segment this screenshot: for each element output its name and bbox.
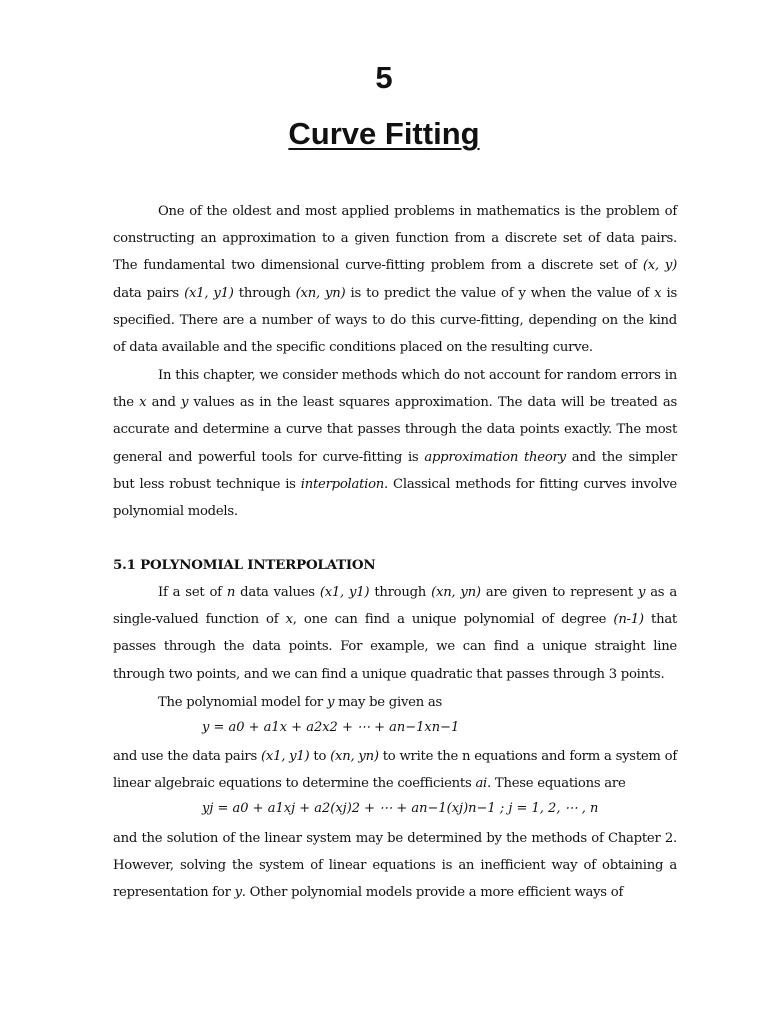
text-run: . These equations are: [487, 776, 626, 792]
text-run: to: [309, 749, 331, 764]
math-term: y: [326, 695, 335, 710]
math-term: (x1, y1): [184, 285, 234, 301]
chapter-title-text: Curve Fitting: [288, 116, 480, 151]
chapter-title: [0, 112, 768, 156]
paragraph-chapter-scope: [113, 362, 677, 525]
paragraph-polynomial-model: [113, 689, 677, 716]
text-run: . Other polynomial models provide a more efficient ways of: [241, 885, 624, 901]
text-run: and the solution of the linear system may be determined by the methods of Chapter 2. However, solving the system of linear equations is an inefficient way of obtaining a representation for: [113, 831, 677, 901]
section-heading: 5.1 POLYNOMIAL INTERPOLATION: [113, 557, 376, 573]
math-term: (xn, yn): [330, 749, 379, 764]
paragraph-intro: [113, 198, 677, 361]
math-term: x: [654, 285, 662, 301]
text-run: One of the oldest and most applied problems in mathematics is the problem of constructing an approximation to a given function from a discrete set of data pairs. The fundamental two dimensional curve-fitting problem from a discrete set of: [113, 204, 677, 274]
text-run: to write the n equations and form a system of linear algebraic equations to determine the coefficients: [113, 749, 678, 792]
paragraph-solution: [113, 825, 677, 907]
text-run: and the simpler but less robust technique is: [113, 449, 677, 492]
text-run: The polynomial model for: [158, 695, 327, 710]
math-term: y: [637, 585, 646, 600]
paragraph-interpolation: [113, 579, 677, 688]
text-run: as a single-valued function of: [113, 585, 677, 628]
text-run: . Classical methods for fitting curves involve polynomial models.: [113, 476, 677, 520]
emphasis-term: approximation theory: [424, 449, 566, 465]
text-run: In this chapter, we consider methods which do not account for random errors in the: [113, 368, 677, 411]
math-term: n: [226, 585, 236, 600]
math-term: y: [180, 395, 189, 411]
math-term: y: [234, 885, 242, 901]
equation-polynomial-model: y = a0 + a1x + a2x2 + ⋯ + an−1xn−1: [202, 720, 460, 735]
math-term: ai: [475, 776, 488, 792]
text-run: If a set of: [158, 585, 227, 600]
text-run: through: [233, 285, 296, 301]
text-run: may be given as: [334, 695, 443, 710]
math-term: (n-1): [613, 612, 644, 628]
text-run: data pairs: [113, 285, 185, 301]
text-run: values as in the least squares approximation. The data will be treated as accurate and determine a curve that passes through the data points exactly. The most general and powerful tools for curve-fitting is: [113, 395, 677, 465]
text-run: data values: [235, 585, 320, 600]
equation-linear-system: yj = a0 + a1xj + a2(xj)2 + ⋯ + an−1(xj)n−1 ; j = 1, 2, ⋯ , n: [202, 801, 599, 816]
math-term: (xn, yn): [431, 585, 481, 600]
text-run: and use the data pairs: [113, 749, 262, 764]
text-run: is specified. There are a number of ways to do this curve-fitting, depending on the kind of data available and the specific conditions placed on the resulting curve.: [113, 285, 677, 356]
chapter-number: 5: [375, 60, 393, 95]
text-run: that passes through the data points. For example, we can find a unique straight line through two points, and we can find a unique quadratic that passes through 3 points.: [113, 612, 677, 682]
math-term: x: [139, 395, 147, 411]
paragraph-data-pairs: [113, 743, 677, 797]
math-term: x: [285, 612, 293, 628]
text-run: through: [369, 585, 432, 600]
math-term: (x1, y1): [261, 749, 310, 764]
text-run: and: [146, 395, 181, 411]
math-term: (x, y): [642, 258, 678, 274]
math-term: (x1, y1): [319, 585, 370, 600]
emphasis-term: interpolation: [300, 476, 385, 492]
math-term: (xn, yn): [295, 285, 346, 301]
text-run: are given to represent: [480, 585, 638, 600]
text-run: is to predict the value of y when the value of: [345, 285, 655, 301]
text-run: , one can find a unique polynomial of degree: [292, 612, 614, 628]
